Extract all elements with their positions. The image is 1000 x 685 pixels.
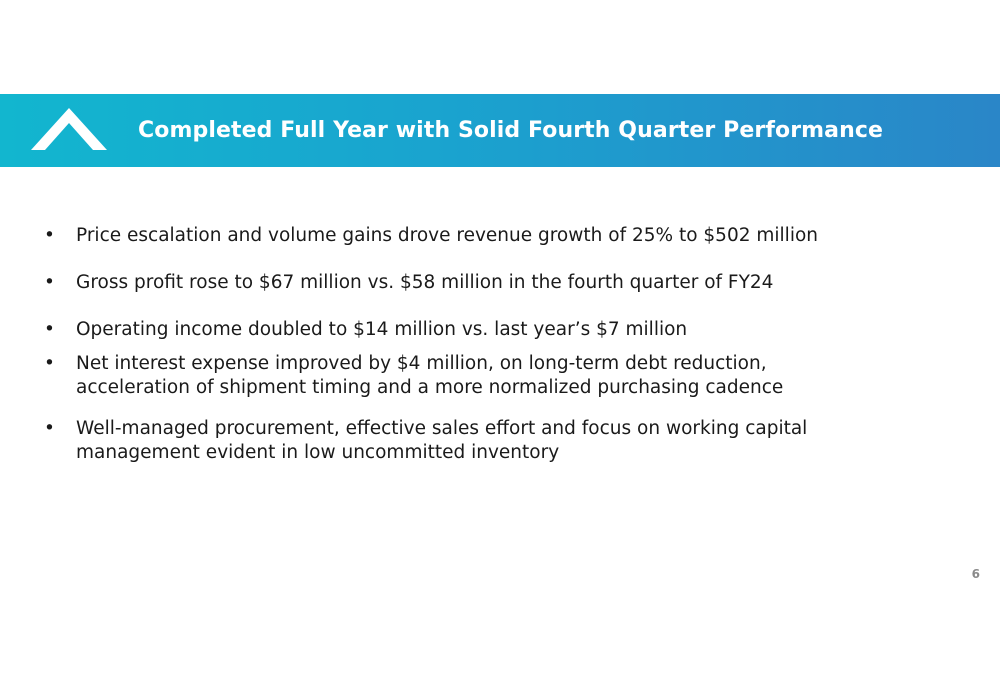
bullet-list (44, 224, 944, 465)
bullet-text: Operating income doubled to $14 million vs. last year’s $7 million (76, 319, 688, 340)
header-band (0, 94, 1000, 167)
bullet-item (44, 352, 944, 400)
bullet-item (44, 417, 944, 465)
chevron-roof-logo-icon (30, 106, 108, 152)
bullet-dot: • (44, 272, 55, 293)
bullet-text: Price escalation and volume gains drove revenue growth of 25% to $502 million (76, 225, 818, 246)
page-number: 6 (971, 567, 980, 581)
bullet-item (44, 318, 944, 342)
bullet-dot: • (44, 353, 55, 374)
bullet-item (44, 271, 944, 295)
bullet-dot: • (44, 319, 55, 340)
bullet-item (44, 224, 944, 248)
bullet-dot: • (44, 418, 55, 439)
bullet-text: Gross profit rose to $67 million vs. $58 million in the fourth quarter of FY24 (76, 272, 774, 293)
slide-title: Completed Full Year with Solid Fourth Quarter Performance (138, 118, 884, 143)
bullet-text: Well-managed procurement, effective sales effort and focus on working capital management evident in low uncommitted inventory (76, 418, 808, 463)
bullet-text: Net interest expense improved by $4 million, on long-term debt reduction, acceleration of shipment timing and a more normalized purchasing cadence (76, 353, 784, 398)
bullet-dot: • (44, 225, 55, 246)
